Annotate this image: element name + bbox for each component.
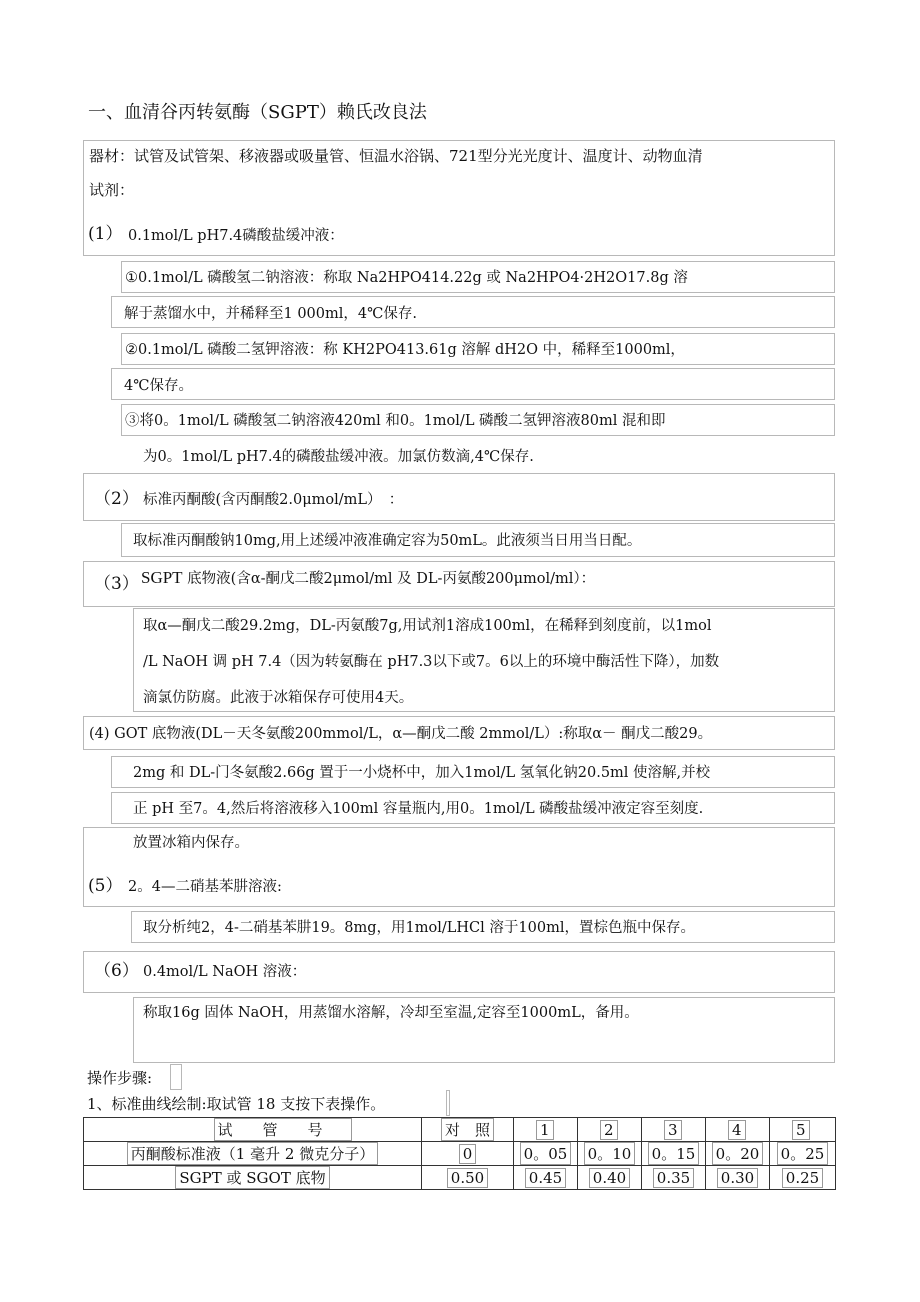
table-header-row [84,1118,836,1142]
table-header-cell: 5 [770,1118,836,1142]
reagent1b-line2: 4℃保存。 [124,378,193,394]
reagent2-line1: 取标准丙酮酸钠10mg,用上述缓冲液准确定容为50mL。此液须当日用当日配。 [133,533,642,549]
table-cell: 0。15 [642,1142,706,1166]
table-header-cell: 2 [578,1118,642,1142]
reagent3-line2: /L NaOH 调 pH 7.4（因为转氨酶在 pH7.3以下或7。6以上的环境中酶活性下降），加数 [143,654,720,670]
steps-heading-box [170,1064,182,1090]
reagent2-label: 标准丙酮酸(含丙酮酸2.0μmol/mL） ： [143,492,404,508]
reagent1a-line1: ①0.1mol/L 磷酸氢二钠溶液：称取 Na2HPO414.22g 或 Na2HPO4·2H2O17.8g 溶 [125,270,688,286]
reagent1-number: (1） [88,224,123,244]
table-cell: 0。20 [706,1142,770,1166]
table-header-cell: 对 照 [422,1118,514,1142]
table-row [84,1142,836,1166]
reagent1b-line1: ②0.1mol/L 磷酸二氢钾溶液：称 KH2PO413.61g 溶解 dH2O 中，稀释至1000ml， [125,342,685,358]
table-header-cell: 4 [706,1118,770,1142]
reagent4-line2: 2mg 和 DL-门冬氨酸2.66g 置于一小烧杯中，加入1mol/L 氢氧化钠20.5ml 使溶解,并校 [133,765,711,781]
table-cell: 0。10 [578,1142,642,1166]
table-cell: 0.40 [578,1166,642,1190]
equipment-line: 器材：试管及试管架、移液器或吸量管、恒温水浴锅、721型分光光度计、温度计、动物血清 [89,147,703,165]
reagent5-label: 2。4—二硝基苯肼溶液: [128,879,282,895]
reagent5-line1: 取分析纯2，4-二硝基苯肼19。8mg，用1mol/LHCl 溶于100ml，置棕色瓶中保存。 [143,920,695,936]
table-cell: SGPT 或 SGOT 底物 [84,1166,422,1190]
table-cell: 0.45 [514,1166,578,1190]
step1-text: 1、标准曲线绘制:取试管 18 支按下表操作。 [87,1095,386,1113]
reagent1c-line1: ③将0。1mol/L 磷酸氢二钠溶液420ml 和0。1mol/L 磷酸二氢钾溶液80ml 混和即 [125,413,666,429]
reagent6-label: 0.4mol/L NaOH 溶液： [143,964,307,980]
reagent3-label: 底物液(含α-酮戊二酸2μmol/ml 及 DL-丙氨酸200μmol/ml）： [182,571,596,587]
step1-box [446,1090,450,1116]
standard-curve-table [83,1117,836,1190]
table-header-cell: 试 管 号 [84,1118,422,1142]
reagent1c-line2: 为0。1mol/L pH7.4的磷酸盐缓冲液。加氯仿数滴,4℃保存. [143,449,534,465]
reagents-heading: 试剂： [89,181,135,199]
reagent3-line1: 取α—酮戊二酸29.2mg，DL-丙氨酸7g,用试剂1溶成100ml，在稀释到刻度前，以1mol [143,618,712,634]
reagent3-sgpt: SGPT [141,568,183,587]
reagent1a-line2: 解于蒸馏水中，并稀释至1 000ml，4℃保存. [124,306,417,322]
steps-heading: 操作步骤: [87,1069,153,1087]
table-cell: 0.50 [422,1166,514,1190]
page-title: 一、血清谷丙转氨酶（SGPT）赖氏改良法 [88,102,427,123]
reagent3-number: （3） [94,574,139,594]
reagent6-number: （6） [94,961,139,981]
table-cell: 0.30 [706,1166,770,1190]
table-cell: 0.25 [770,1166,836,1190]
table-cell: 0.35 [642,1166,706,1190]
table-cell: 0 [422,1142,514,1166]
table-row [84,1166,836,1190]
reagent6-line1: 称取16g 固体 NaOH，用蒸馏水溶解，冷却至室温,定容至1000mL，备用。 [143,1005,639,1021]
table-cell: 0。25 [770,1142,836,1166]
table-header-cell: 1 [514,1118,578,1142]
reagent2-number: （2） [94,489,139,509]
reagent3-heading [141,567,595,588]
table-cell: 0。05 [514,1142,578,1166]
reagent5-number: (5） [88,876,123,896]
reagent1-label: 0.1mol/L pH7.4磷酸盐缓冲液： [128,228,344,244]
reagent4-line4: 放置冰箱内保存。 [133,835,249,851]
table-header-cell: 3 [642,1118,706,1142]
reagent1b2-box [111,368,835,400]
reagent3-line3: 滴氯仿防腐。此液于冰箱保存可使用4天。 [143,690,414,706]
reagent4-line1: (4) GOT 底物液(DL－天冬氨酸200mmol/L，α—酮戊二酸 2mmol/L）:称取α－ 酮戊二酸29。 [89,726,713,742]
table-cell: 丙酮酸标准液（1 毫升 2 微克分子） [84,1142,422,1166]
reagent4-line3: 正 pH 至7。4,然后将溶液移入100ml 容量瓶内,用0。1mol/L 磷酸盐缓冲液定容至刻度. [133,801,704,817]
